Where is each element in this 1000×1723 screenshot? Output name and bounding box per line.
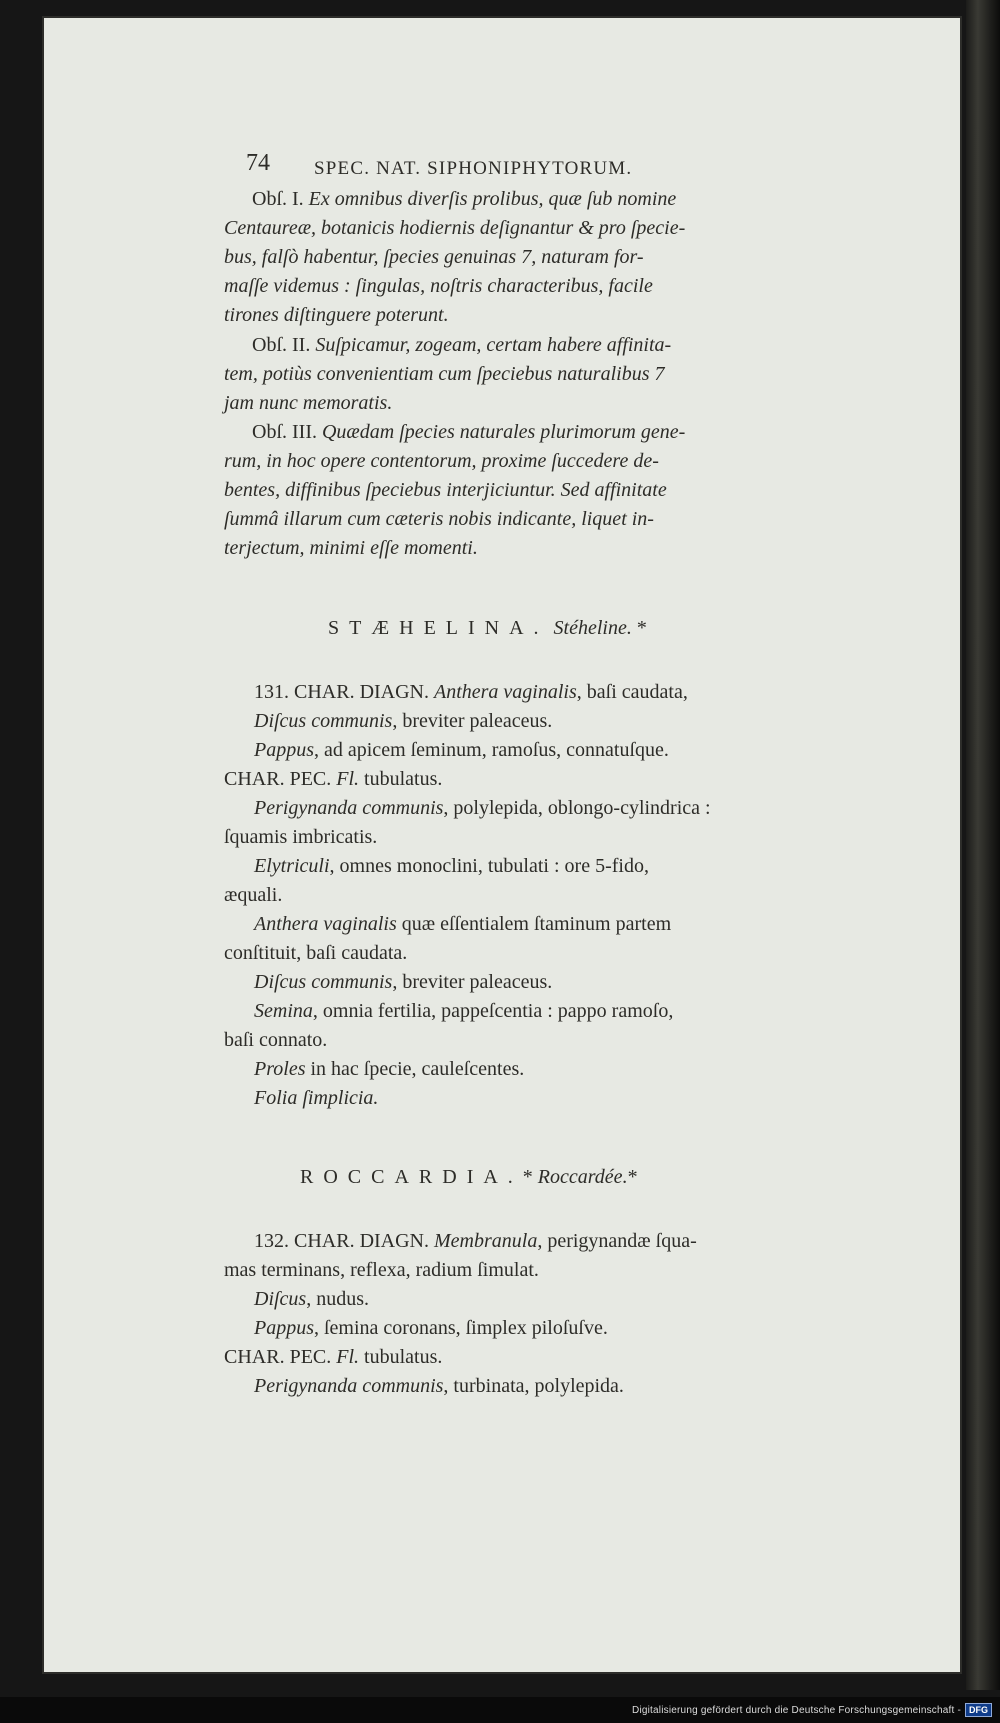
description: tubulatus. — [359, 1346, 443, 1368]
genus-french-name: Stéheline. — [553, 617, 632, 639]
term: Membranula — [434, 1230, 538, 1252]
section-heading-staehelina — [328, 617, 647, 640]
term: Perigynanda communis — [254, 797, 444, 819]
funding-notice: Digitalisierung gefördert durch die Deutsche Forschungsgemeinschaft - — [632, 1704, 961, 1716]
description: tubulatus. — [359, 768, 443, 790]
obs2-text: Suſpicamur, zogeam, certam habere affinita- — [315, 334, 672, 356]
s132-line-4 — [254, 1317, 608, 1340]
obs1-line-1 — [252, 188, 676, 211]
obs2-line-3: jam nunc memoratis. — [224, 392, 393, 414]
term: Diſcus communis — [254, 710, 393, 732]
book-spine — [966, 0, 1000, 1690]
obs2-line-1 — [252, 334, 671, 357]
description: in hac ſpecie, cauleſcentes. — [305, 1058, 525, 1080]
s131-line-15: Folia ſimplicia. — [254, 1087, 379, 1109]
genus-french-name: Roccardée. — [537, 1166, 628, 1188]
description: , turbinata, polylepida. — [443, 1375, 624, 1397]
char-pec-label: CHAR. PEC. — [224, 768, 337, 790]
term: Fl. — [336, 768, 360, 790]
s132-line-2: mas terminans, reflexa, radium ſimulat. — [224, 1259, 539, 1281]
s131-line-13: baſi connato. — [224, 1029, 328, 1051]
entry-number: 131. CHAR. DIAGN. — [254, 681, 434, 703]
description: , baſi caudata, — [576, 681, 688, 703]
term: Perigynanda communis — [254, 1375, 444, 1397]
obs3-text: Quædam ſpecies naturales plurimorum gene- — [321, 421, 686, 443]
s131-line-8: æquali. — [224, 884, 283, 906]
term: Pappus — [254, 1317, 314, 1339]
footnote-mark: * — [627, 1166, 638, 1188]
description: , nudus. — [306, 1288, 370, 1310]
description: , ſemina coronans, ſimplex piloſuſve. — [314, 1317, 608, 1339]
dfg-logo: DFG — [965, 1703, 992, 1717]
s132-line-1 — [254, 1230, 697, 1253]
obs1-line-2: Centaureæ, botanicis hodiernis deſignantur & pro ſpecie- — [224, 217, 686, 239]
section-heading-roccardia — [300, 1166, 638, 1189]
s132-line-6 — [254, 1375, 624, 1398]
obs3-line-4: ſummâ illarum cum cæteris nobis indicante, liquet in- — [224, 508, 654, 530]
obs3-line-5: terjectum, minimi eſſe momenti. — [224, 537, 478, 559]
term: Elytriculi — [254, 855, 330, 877]
s131-line-12 — [254, 1000, 673, 1023]
term: Diſcus — [254, 1288, 307, 1310]
s131-line-5 — [254, 797, 711, 820]
s131-line-9 — [254, 913, 671, 936]
obs1-line-5: tirones diſtinguere poterunt. — [224, 304, 449, 326]
s131-line-2 — [254, 710, 552, 733]
page-text — [42, 16, 962, 1674]
description: , perigynandæ ſqua- — [537, 1230, 697, 1252]
s131-line-6: ſquamis imbricatis. — [224, 826, 378, 848]
obs3-line-1 — [252, 421, 685, 444]
obs2-line-2: tem, potiùs convenientiam cum ſpeciebus naturalibus 7 — [224, 363, 665, 385]
s131-line-4 — [224, 768, 442, 791]
genus-name: ROCCARDIA. — [300, 1166, 523, 1188]
obs3-line-2: rum, in hoc opere contentorum, proxime ſuccedere de- — [224, 450, 659, 472]
description: quæ eſſentialem ſtaminum partem — [396, 913, 672, 935]
s131-line-14 — [254, 1058, 524, 1081]
digitization-footer — [0, 1697, 1000, 1723]
running-title: SPEC. NAT. SIPHONIPHYTORUM. — [314, 158, 633, 179]
description: , breviter paleaceus. — [392, 710, 553, 732]
entry-number: 132. CHAR. DIAGN. — [254, 1230, 434, 1252]
term: Proles — [254, 1058, 306, 1080]
s131-line-3 — [254, 739, 669, 762]
s131-line-7 — [254, 855, 649, 878]
description: , polylepida, oblongo-cylindrica : — [443, 797, 711, 819]
description: , breviter paleaceus. — [392, 971, 553, 993]
term: Anthera vaginalis — [254, 913, 397, 935]
obs3-label: Obſ. III. — [252, 421, 322, 443]
description: , omnia fertilia, pappeſcentia : pappo ramoſo, — [312, 1000, 674, 1022]
footnote-mark: * — [636, 617, 647, 639]
obs3-line-3: bentes, diffinibus ſpeciebus interjiciuntur. Sed affinitate — [224, 479, 667, 501]
description: , ad apicem ſeminum, ramoſus, connatuſque. — [314, 739, 669, 761]
obs1-label: Obſ. I. — [252, 188, 309, 210]
obs1-text: Ex omnibus diverſis prolibus, quæ ſub nomine — [308, 188, 677, 210]
page-number: 74 — [246, 150, 270, 176]
s132-line-3 — [254, 1288, 369, 1311]
term: Pappus — [254, 739, 314, 761]
s131-line-10: conſtituit, baſi caudata. — [224, 942, 408, 964]
genus-name: STÆHELINA. — [328, 617, 549, 639]
book-page — [42, 16, 962, 1674]
obs2-label: Obſ. II. — [252, 334, 316, 356]
term: Semina — [254, 1000, 313, 1022]
footnote-mark: * — [522, 1166, 533, 1188]
obs1-line-4: maſſe videmus : ſingulas, noſtris characteribus, facile — [224, 275, 653, 297]
s131-line-1 — [254, 681, 688, 704]
description: , omnes monoclini, tubulati : ore 5-fido, — [329, 855, 649, 877]
term: Diſcus communis — [254, 971, 393, 993]
term: Fl. — [336, 1346, 360, 1368]
s131-line-11 — [254, 971, 552, 994]
s132-line-5 — [224, 1346, 442, 1369]
obs1-line-3: bus, falſò habentur, ſpecies genuinas 7, naturam for- — [224, 246, 644, 268]
term: Anthera vaginalis — [434, 681, 577, 703]
char-pec-label: CHAR. PEC. — [224, 1346, 337, 1368]
